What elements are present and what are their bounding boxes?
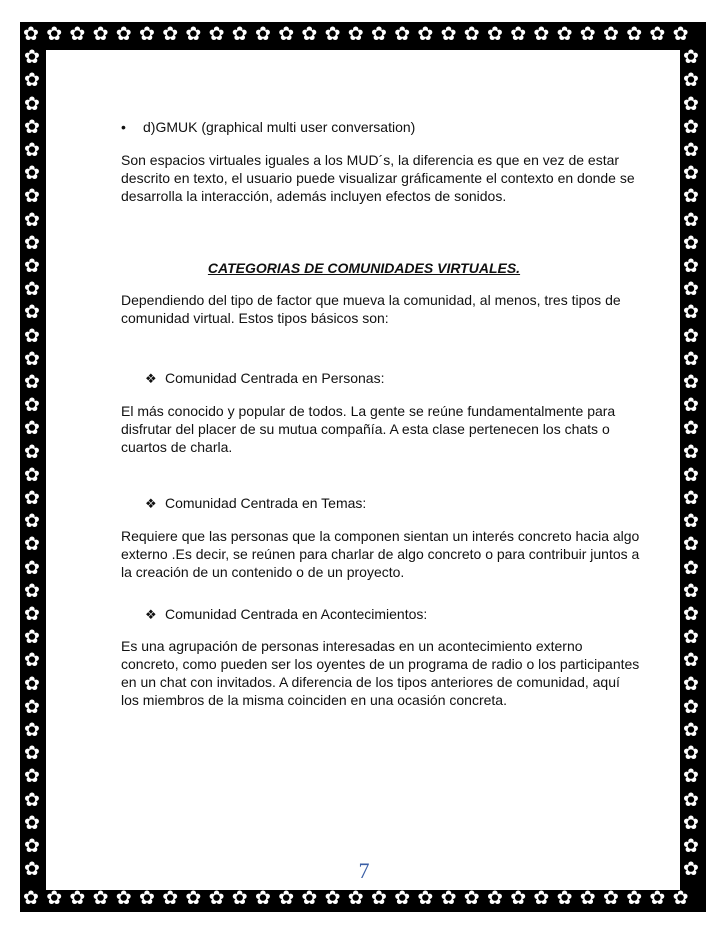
pinwheel-flower-icon: ✿: [69, 887, 86, 909]
pinwheel-flower-icon: ✿: [579, 887, 596, 909]
pinwheel-flower-icon: ✿: [185, 887, 202, 909]
pinwheel-flower-icon: ✿: [683, 394, 699, 417]
pinwheel-flower-icon: ✿: [255, 23, 271, 45]
pinwheel-flower-icon: ✿: [603, 23, 619, 45]
pinwheel-flower-icon: ✿: [24, 371, 40, 393]
pinwheel-flower-icon: ✿: [24, 672, 40, 695]
pinwheel-flower-icon: ✿: [139, 887, 155, 909]
pinwheel-flower-icon: ✿: [24, 742, 40, 765]
pinwheel-flower-icon: ✿: [301, 23, 318, 45]
pinwheel-flower-icon: ✿: [556, 23, 573, 45]
pinwheel-flower-icon: ✿: [683, 440, 699, 463]
pinwheel-flower-icon: ✿: [24, 811, 40, 834]
pinwheel-flower-icon: ✿: [24, 162, 40, 185]
pinwheel-flower-icon: ✿: [556, 887, 573, 909]
pinwheel-flower-icon: ✿: [603, 887, 619, 909]
category-heading-temas: [145, 494, 366, 513]
pinwheel-flower-icon: ✿: [487, 887, 503, 909]
category-heading-acontecimientos: [145, 605, 427, 624]
diamond-bullet-icon: ❖: [145, 607, 157, 622]
pinwheel-flower-icon: ✿: [683, 139, 699, 161]
pinwheel-flower-icon: ✿: [24, 487, 40, 509]
pinwheel-flower-icon: ✿: [24, 626, 40, 649]
pinwheel-flower-icon: ✿: [683, 788, 699, 811]
paragraph-intro: Dependiendo del tipo de factor que mueva la comunidad, al menos, tres tipos de comunidad virtual. Estos tipos básicos son:: [121, 292, 621, 326]
pinwheel-flower-icon: ✿: [463, 23, 480, 45]
pinwheel-flower-icon: ✿: [92, 887, 109, 909]
pinwheel-flower-icon: ✿: [23, 887, 39, 909]
pinwheel-flower-icon: ✿: [24, 324, 40, 347]
pinwheel-flower-icon: ✿: [69, 23, 86, 45]
pinwheel-flower-icon: ✿: [347, 23, 364, 45]
pinwheel-flower-icon: ✿: [683, 92, 699, 115]
pinwheel-flower-icon: ✿: [683, 835, 699, 857]
pinwheel-flower-icon: ✿: [324, 23, 341, 45]
pinwheel-flower-icon: ✿: [683, 115, 699, 138]
diamond-bullet-icon: ❖: [145, 371, 157, 386]
pinwheel-flower-icon: ✿: [24, 301, 40, 324]
pinwheel-flower-icon: ✿: [683, 46, 699, 69]
pinwheel-flower-icon: ✿: [683, 603, 699, 625]
pinwheel-flower-icon: ✿: [683, 347, 699, 370]
pinwheel-flower-icon: ✿: [208, 887, 225, 909]
diamond-bullet-icon: ❖: [145, 496, 157, 511]
pinwheel-flower-icon: ✿: [24, 556, 40, 579]
pinwheel-flower-icon: ✿: [533, 887, 550, 909]
pinwheel-flower-icon: ✿: [394, 887, 411, 909]
pinwheel-flower-icon: ✿: [683, 858, 699, 881]
pinwheel-flower-icon: ✿: [347, 887, 364, 909]
pinwheel-flower-icon: ✿: [683, 463, 699, 486]
pinwheel-flower-icon: ✿: [115, 887, 132, 909]
pinwheel-flower-icon: ✿: [626, 23, 643, 45]
pinwheel-flower-icon: ✿: [649, 23, 666, 45]
pinwheel-flower-icon: ✿: [24, 603, 40, 625]
pinwheel-flower-icon: ✿: [683, 811, 699, 834]
pinwheel-flower-icon: ✿: [46, 23, 63, 45]
pinwheel-flower-icon: ✿: [301, 887, 318, 909]
pinwheel-flower-icon: ✿: [440, 23, 457, 45]
pinwheel-flower-icon: ✿: [440, 887, 457, 909]
pinwheel-flower-icon: ✿: [24, 92, 40, 115]
pinwheel-flower-icon: ✿: [683, 255, 699, 277]
pinwheel-flower-icon: ✿: [24, 115, 40, 138]
pinwheel-flower-icon: ✿: [394, 23, 411, 45]
pinwheel-flower-icon: ✿: [417, 23, 434, 45]
pinwheel-flower-icon: ✿: [24, 463, 40, 486]
pinwheel-flower-icon: ✿: [417, 887, 434, 909]
pinwheel-flower-icon: ✿: [371, 23, 387, 45]
pinwheel-flower-icon: ✿: [324, 887, 341, 909]
pinwheel-flower-icon: ✿: [162, 887, 179, 909]
pinwheel-flower-icon: ✿: [683, 231, 699, 254]
pinwheel-flower-icon: ✿: [683, 510, 699, 533]
pinwheel-flower-icon: ✿: [683, 765, 699, 788]
pinwheel-flower-icon: ✿: [208, 23, 225, 45]
pinwheel-flower-icon: ✿: [24, 858, 40, 881]
pinwheel-flower-icon: ✿: [24, 510, 40, 533]
pinwheel-flower-icon: ✿: [683, 695, 699, 718]
paragraph-acontecimientos: Es una agrupación de personas interesadas en un acontecimiento externo concreto, como pueden ser los oyentes de un programa de radio o los participantes en un chat con invitados. A diferencia de los tipos anteriores de comunidad, aquí los miembros de la misma coinciden en una ocasión concreta.: [121, 638, 640, 708]
pinwheel-flower-icon: ✿: [510, 23, 527, 45]
pinwheel-flower-icon: ✿: [24, 69, 40, 92]
pinwheel-flower-icon: ✿: [683, 371, 699, 393]
pinwheel-flower-icon: ✿: [683, 649, 699, 672]
pinwheel-flower-icon: ✿: [278, 887, 295, 909]
pinwheel-flower-icon: ✿: [24, 394, 40, 417]
pinwheel-flower-icon: ✿: [683, 579, 699, 602]
pinwheel-flower-icon: ✿: [92, 23, 109, 45]
pinwheel-flower-icon: ✿: [24, 533, 40, 556]
pinwheel-flower-icon: ✿: [24, 695, 40, 718]
pinwheel-flower-icon: ✿: [24, 440, 40, 463]
pinwheel-flower-icon: ✿: [683, 719, 699, 741]
pinwheel-flower-icon: ✿: [278, 23, 295, 45]
pinwheel-flower-icon: ✿: [24, 231, 40, 254]
pinwheel-flower-icon: ✿: [672, 887, 689, 909]
pinwheel-flower-icon: ✿: [24, 46, 40, 69]
pinwheel-flower-icon: ✿: [683, 278, 699, 301]
pinwheel-flower-icon: ✿: [24, 719, 40, 741]
pinwheel-flower-icon: ✿: [24, 579, 40, 602]
pinwheel-flower-icon: ✿: [683, 556, 699, 579]
pinwheel-flower-icon: ✿: [533, 23, 550, 45]
category-title: Comunidad Centrada en Temas:: [165, 495, 367, 511]
pinwheel-flower-icon: ✿: [24, 185, 40, 208]
pinwheel-flower-icon: ✿: [24, 417, 40, 440]
pinwheel-flower-icon: ✿: [24, 347, 40, 370]
pinwheel-flower-icon: ✿: [115, 23, 132, 45]
pinwheel-flower-icon: ✿: [231, 887, 248, 909]
pinwheel-flower-icon: ✿: [24, 255, 40, 277]
pinwheel-flower-icon: ✿: [683, 162, 699, 185]
pinwheel-flower-icon: ✿: [24, 765, 40, 788]
paragraph-temas: Requiere que las personas que la componen sientan un interés concreto hacia algo externo .Es decir, se reúnen para charlar de algo concreto o para contribuir juntos a la creación de un contenido o de un proyecto.: [121, 528, 640, 580]
pinwheel-flower-icon: ✿: [231, 23, 248, 45]
bullet-icon: •: [121, 119, 126, 135]
pinwheel-flower-icon: ✿: [24, 835, 40, 857]
pinwheel-flower-icon: ✿: [672, 23, 689, 45]
pinwheel-flower-icon: ✿: [683, 69, 699, 92]
pinwheel-flower-icon: ✿: [185, 23, 202, 45]
pinwheel-flower-icon: ✿: [683, 417, 699, 440]
pinwheel-flower-icon: ✿: [510, 887, 527, 909]
pinwheel-flower-icon: ✿: [139, 23, 155, 45]
pinwheel-flower-icon: ✿: [162, 23, 179, 45]
page-number: 7: [358, 858, 370, 883]
pinwheel-flower-icon: ✿: [371, 887, 387, 909]
pinwheel-flower-icon: ✿: [649, 887, 666, 909]
section-heading: CATEGORIAS DE COMUNIDADES VIRTUALES.: [207, 260, 521, 276]
pinwheel-flower-icon: ✿: [463, 887, 480, 909]
pinwheel-flower-icon: ✿: [683, 324, 699, 347]
paragraph-gmuk: Son espacios virtuales iguales a los MUD´s, la diferencia es que en vez de estar descrito en texto, el usuario puede visualizar gráficamente el contexto en donde se desarrolla la interacción, además incluyen efectos de sonidos.: [121, 152, 635, 204]
category-title: Comunidad Centrada en Acontecimientos:: [165, 606, 428, 622]
pinwheel-flower-icon: ✿: [24, 278, 40, 301]
pinwheel-flower-icon: ✿: [683, 487, 699, 509]
category-title: Comunidad Centrada en Personas:: [165, 370, 385, 386]
pinwheel-flower-icon: ✿: [255, 887, 271, 909]
pinwheel-flower-icon: ✿: [683, 742, 699, 765]
pinwheel-flower-icon: ✿: [683, 672, 699, 695]
category-heading-personas: [145, 369, 384, 388]
pinwheel-flower-icon: ✿: [24, 208, 40, 231]
pinwheel-flower-icon: ✿: [683, 533, 699, 556]
bullet-item-text: d)GMUK (graphical multi user conversation): [143, 119, 416, 135]
pinwheel-flower-icon: ✿: [683, 626, 699, 649]
bullet-list-item: [121, 118, 415, 136]
pinwheel-flower-icon: ✿: [23, 23, 39, 45]
pinwheel-flower-icon: ✿: [683, 301, 699, 324]
pinwheel-flower-icon: ✿: [683, 185, 699, 208]
pinwheel-flower-icon: ✿: [46, 887, 63, 909]
pinwheel-flower-icon: ✿: [626, 887, 643, 909]
pinwheel-flower-icon: ✿: [579, 23, 596, 45]
pinwheel-flower-icon: ✿: [24, 649, 40, 672]
pinwheel-flower-icon: ✿: [24, 788, 40, 811]
pinwheel-flower-icon: ✿: [487, 23, 503, 45]
pinwheel-flower-icon: ✿: [683, 208, 699, 231]
paragraph-personas: El más conocido y popular de todos. La gente se reúne fundamentalmente para disfrutar del placer de su mutua compañía. A esta clase pertenecen los chats o cuartos de charla.: [121, 403, 616, 455]
pinwheel-flower-icon: ✿: [24, 139, 40, 161]
